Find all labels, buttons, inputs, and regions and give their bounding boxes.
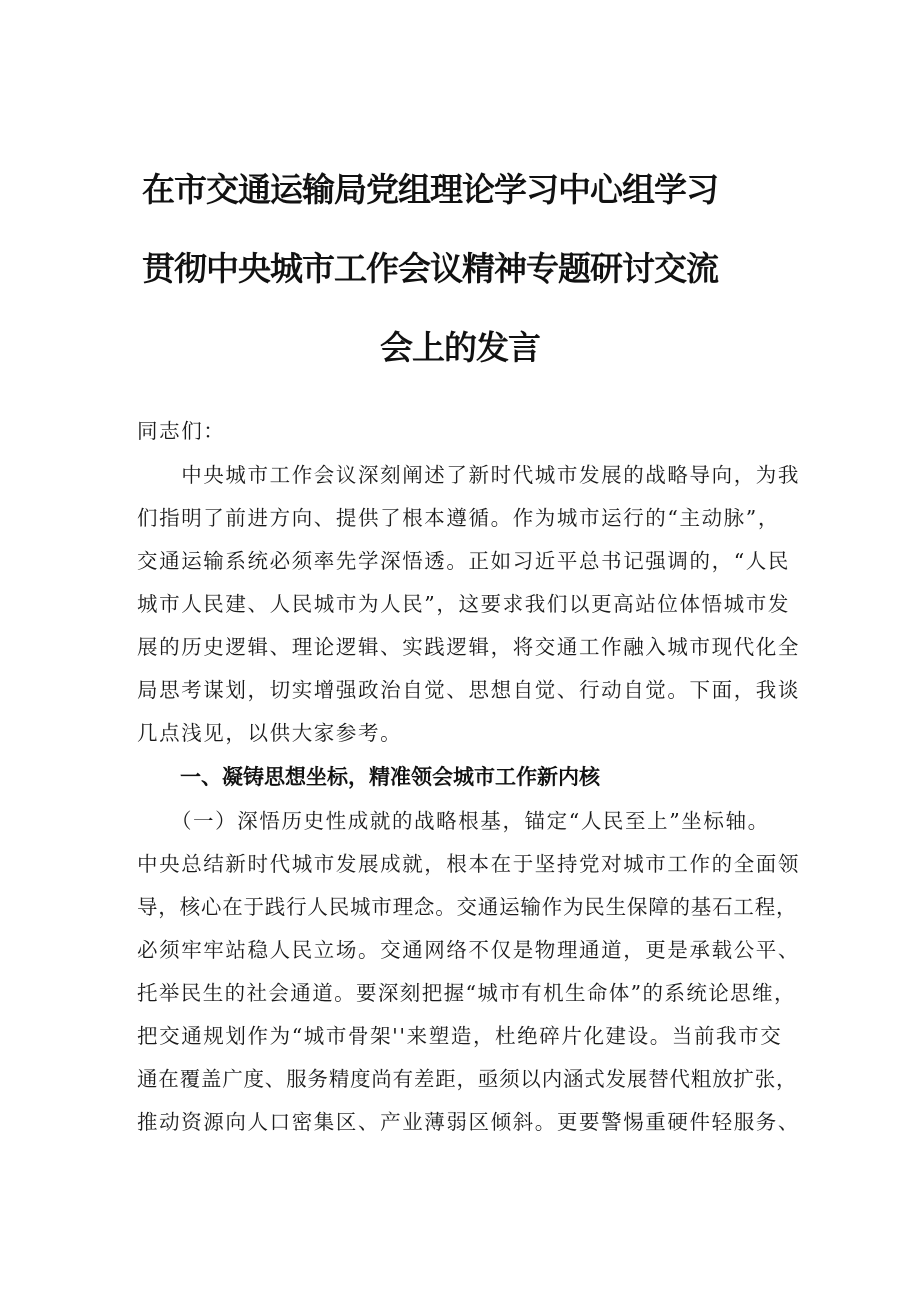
- document-title-line-2: 贯彻中央城市工作会议精神专题研讨交流: [142, 249, 718, 288]
- section-line: （一）深悟历史性成就的战略根基，锚定“人民至上”坐标轴。: [137, 809, 770, 833]
- section-line: 导，核心在于践行人民城市理念。交通运输作为民生保障的基石工程，: [137, 895, 798, 919]
- intro-line: 城市人民建、人民城市为人民”，这要求我们以更高站位体悟城市发: [137, 592, 790, 616]
- intro-line: 们指明了前进方向、提供了根本遵循。作为城市运行的“主动脉”，: [137, 506, 780, 530]
- section-line: 中央总结新时代城市发展成就，根本在于坚持党对城市工作的全面领: [137, 852, 800, 876]
- intro-line: 局思考谋划，切实增强政治自觉、思想自觉、行动自觉。下面，我谈: [137, 678, 800, 702]
- section-line: 推动资源向人口密集区、产业薄弱区倾斜。更要警惕重硬件轻服务、: [137, 1110, 800, 1134]
- intro-line: 展的历史逻辑、理论逻辑、实践逻辑，将交通工作融入城市现代化全: [137, 635, 800, 659]
- section-heading: 一、凝铸思想坐标，精准领会城市工作新内核: [180, 765, 600, 789]
- section-line: 通在覆盖广度、服务精度尚有差距，亟须以内涵式发展替代粗放扩张，: [137, 1067, 798, 1091]
- intro-line: 几点浅见，以供大家参考。: [137, 721, 403, 745]
- section-line: 把交通规划作为“城市骨架''来塑造，杜绝碎片化建设。当前我市交: [137, 1024, 783, 1048]
- document-title-line-3: 会上的发言: [380, 328, 540, 367]
- salutation: 同志们：: [137, 419, 226, 443]
- intro-line: 交通运输系统必须率先学深悟透。正如习近平总书记强调的，“人民: [137, 549, 790, 573]
- section-line: 托举民生的社会通道。要深刻把握“城市有机生命体”的系统论思维，: [137, 981, 796, 1005]
- section-line: 必须牢牢站稳人民立场。交通网络不仅是物理通道，更是承载公平、: [137, 938, 800, 962]
- document-title-line-1: 在市交通运输局党组理论学习中心组学习: [142, 170, 718, 209]
- intro-line: 中央城市工作会议深刻阐述了新时代城市发展的战略导向，为我: [137, 463, 800, 487]
